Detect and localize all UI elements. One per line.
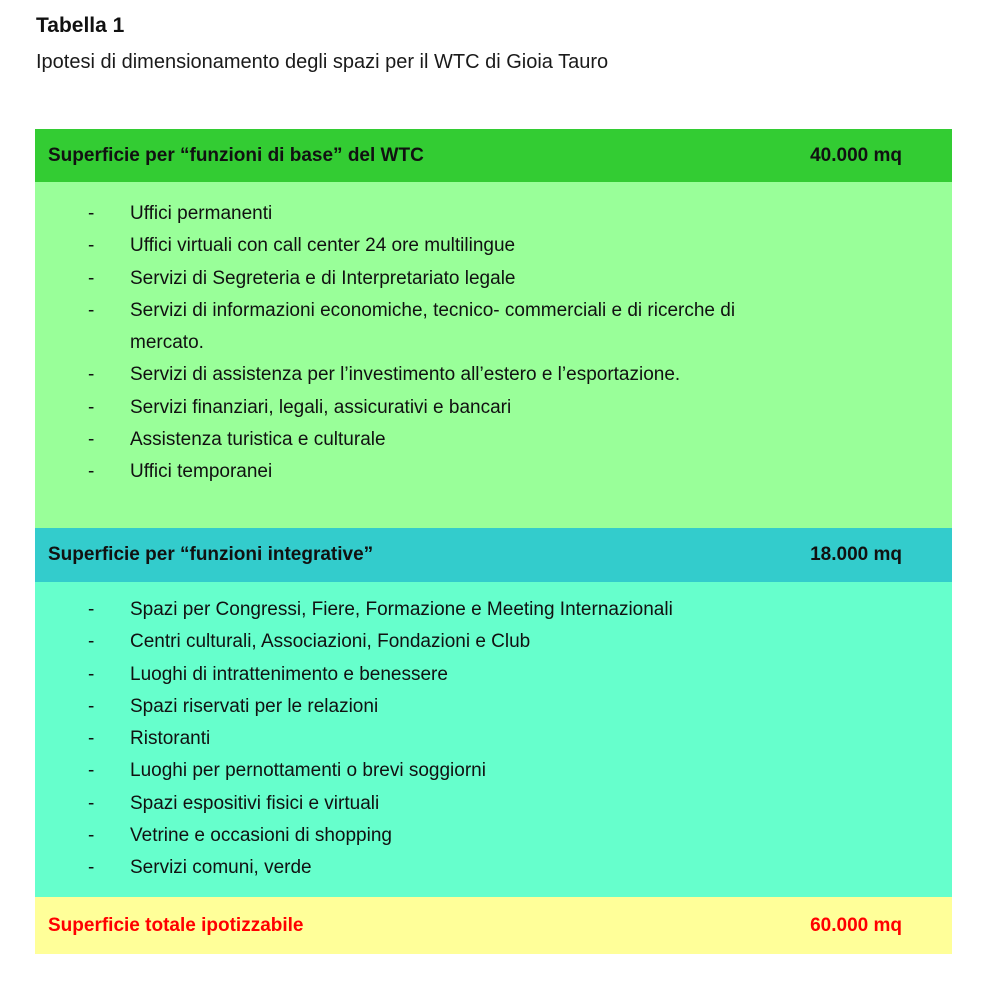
list-item-text: Servizi di informazioni economiche, tecnico- commerciali e di ricerche di mercato. <box>130 299 736 354</box>
list-item <box>35 392 952 424</box>
bullet-dash: - <box>88 663 95 685</box>
list-item-text: Servizi di assistenza per l’investimento all’estero e l’esportazione. <box>130 364 681 386</box>
list-item <box>35 691 952 723</box>
list-item-text: Uffici temporanei <box>130 461 273 483</box>
integrative-functions-label: Superficie per “funzioni integrative” <box>48 544 374 565</box>
list-item-text: Luoghi per pernottamenti o brevi soggiorni <box>130 760 486 782</box>
list-item-text: Spazi riservati per le relazioni <box>130 695 379 717</box>
list-item-text: Luoghi di intrattenimento e benessere <box>130 663 448 685</box>
list-item-text: Spazi espositivi fisici e virtuali <box>130 792 380 814</box>
bullet-dash: - <box>88 631 95 653</box>
list-item-text: Uffici permanenti <box>130 203 273 224</box>
list-item <box>35 659 952 691</box>
integrative-functions-header <box>35 528 952 582</box>
bullet-dash: - <box>88 792 95 814</box>
list-item-text: Uffici virtuali con call center 24 ore multilingue <box>130 235 516 257</box>
total-surface-label: Superficie totale ipotizzabile <box>48 914 304 936</box>
list-item-text: Servizi finanziari, legali, assicurativi e bancari <box>130 396 512 418</box>
bullet-dash: - <box>88 364 95 386</box>
list-item <box>35 852 952 884</box>
list-item <box>35 295 952 360</box>
list-item <box>35 723 952 755</box>
bullet-dash: - <box>88 299 95 321</box>
list-item <box>35 424 952 456</box>
list-item <box>35 359 952 391</box>
list-item <box>35 755 952 787</box>
bullet-dash: - <box>88 760 95 782</box>
bullet-dash: - <box>88 235 95 257</box>
total-surface-row <box>35 897 952 954</box>
bullet-dash: - <box>88 695 95 717</box>
bullet-dash: - <box>88 857 95 879</box>
base-functions-list <box>35 198 952 489</box>
base-functions-label: Superficie per “funzioni di base” del WTC <box>48 144 424 166</box>
bullet-dash: - <box>88 461 95 483</box>
list-item <box>35 626 952 658</box>
table-subtitle: Ipotesi di dimensionamento degli spazi per il WTC di Gioia Tauro <box>36 51 609 73</box>
bullet-dash: - <box>88 728 95 750</box>
list-item-text: Assistenza turistica e culturale <box>130 429 386 451</box>
list-item-text: Ristoranti <box>130 728 211 750</box>
bullet-dash: - <box>88 267 95 289</box>
base-functions-header <box>35 129 952 182</box>
bullet-dash: - <box>88 825 95 847</box>
base-functions-value: 40.000 mq <box>810 144 902 166</box>
list-item <box>35 788 952 820</box>
list-item-text: Spazi per Congressi, Fiere, Formazione e Meeting Internazionali <box>130 599 673 620</box>
bullet-dash: - <box>88 203 95 224</box>
table-title: Tabella 1 <box>36 14 125 37</box>
integrative-functions-value: 18.000 mq <box>810 544 902 565</box>
list-item-text: Vetrine e occasioni di shopping <box>130 825 392 847</box>
bullet-dash: - <box>88 599 95 620</box>
list-item <box>35 594 952 626</box>
total-surface-value: 60.000 mq <box>810 914 902 936</box>
list-item-text: Servizi di Segreteria e di Interpretariato legale <box>130 267 516 289</box>
list-item-text: Servizi comuni, verde <box>130 857 312 879</box>
space-table <box>35 129 952 954</box>
list-item <box>35 198 952 230</box>
integrative-functions-body <box>35 582 952 897</box>
list-item <box>35 263 952 295</box>
list-item <box>35 456 952 488</box>
list-item-text: Centri culturali, Associazioni, Fondazioni e Club <box>130 631 531 653</box>
integrative-functions-list <box>35 594 952 885</box>
base-functions-body <box>35 182 952 528</box>
bullet-dash: - <box>88 429 95 451</box>
list-item <box>35 820 952 852</box>
bullet-dash: - <box>88 396 95 418</box>
list-item <box>35 230 952 262</box>
